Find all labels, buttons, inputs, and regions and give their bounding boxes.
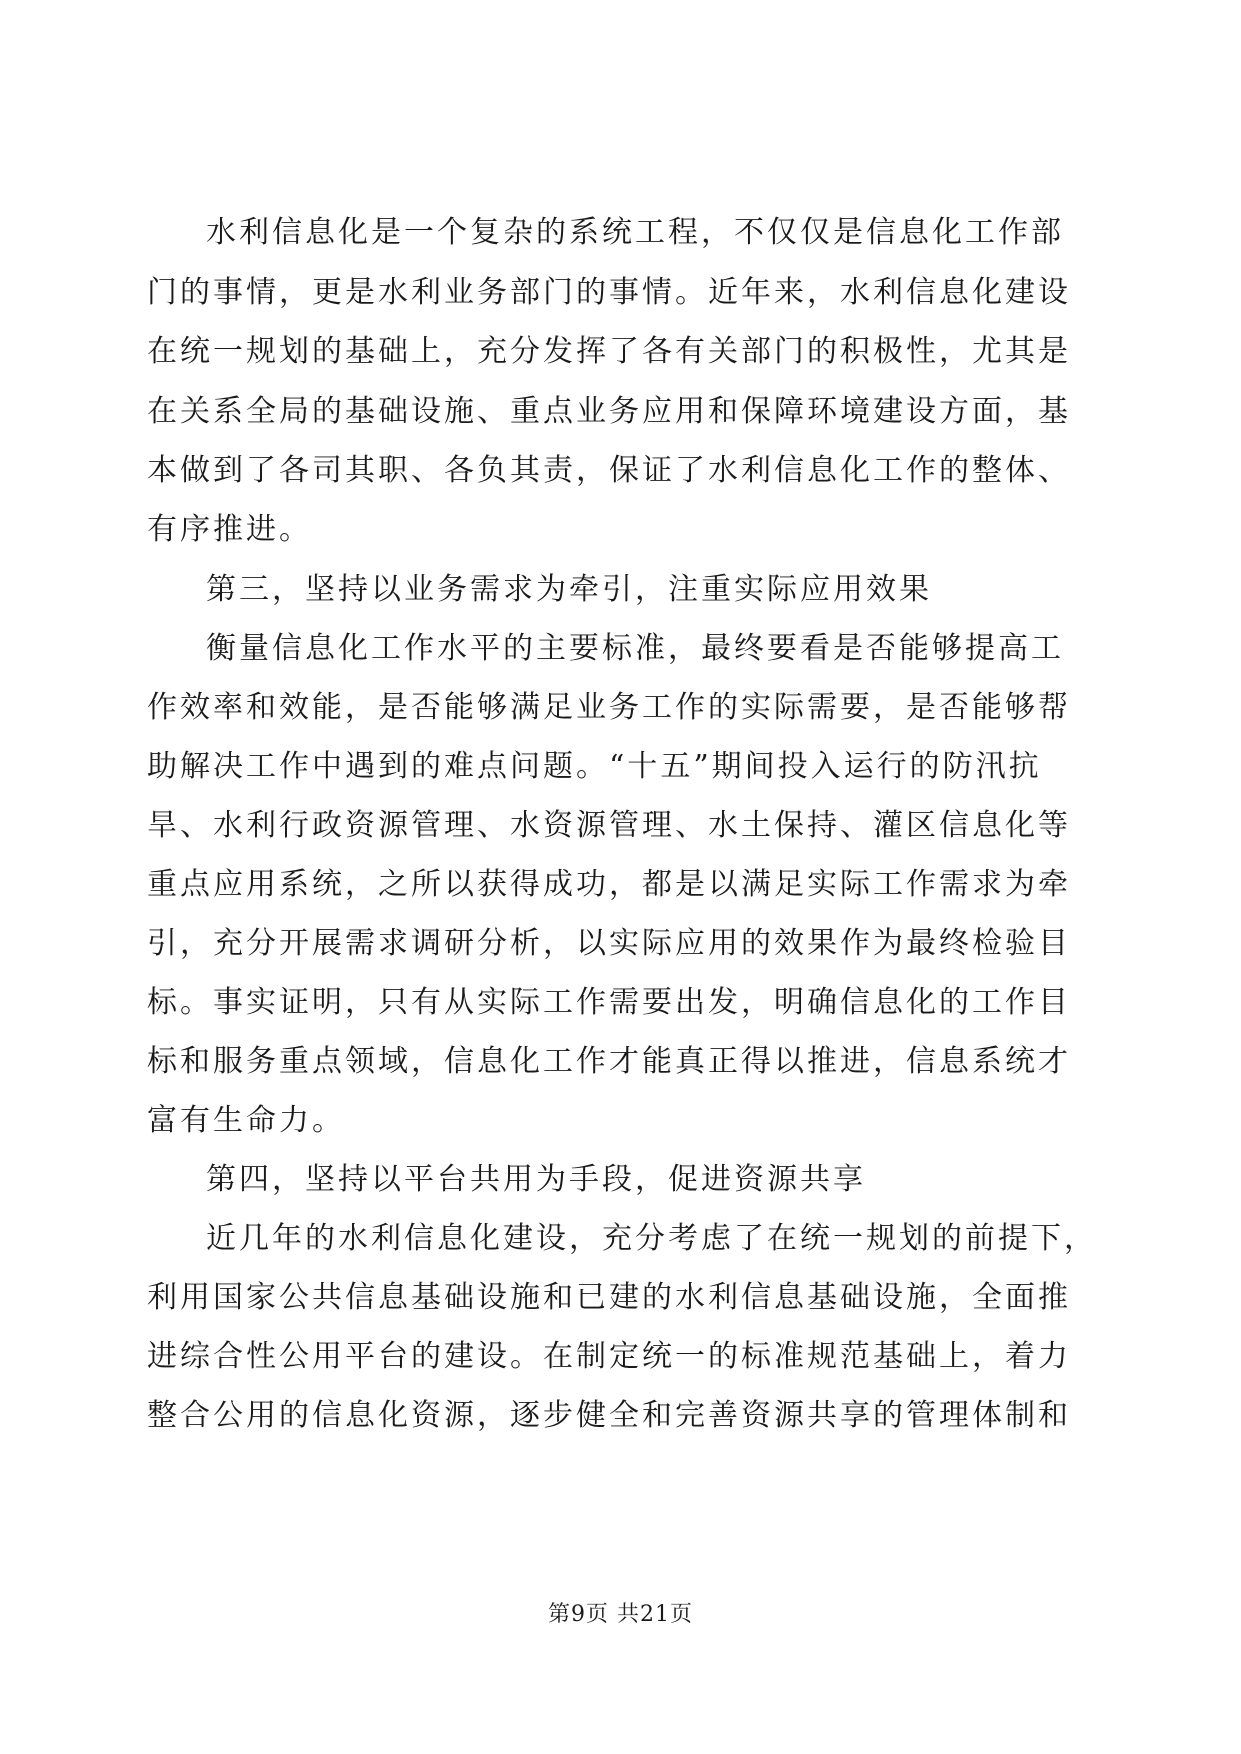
page-number-footer: 第9页 共21页 bbox=[548, 1602, 693, 1627]
section-heading: 第四，坚持以平台共用为手段，促进资源共享 bbox=[206, 1162, 866, 1197]
section-heading: 第三，坚持以业务需求为牵引，注重实际应用效果 bbox=[206, 572, 932, 607]
text-line: 整合公用的信息化资源，逐步健全和完善资源共享的管理体制和 bbox=[147, 1398, 1071, 1433]
text-line: 标和服务重点领域，信息化工作才能真正得以推进，信息系统才 bbox=[147, 1044, 1071, 1079]
text-line: 衡量信息化工作水平的主要标准，最终要看是否能够提高工 bbox=[206, 631, 1064, 666]
text-line: 旱、水利行政资源管理、水资源管理、水土保持、灌区信息化等 bbox=[147, 808, 1071, 843]
text-line: 助解决工作中遇到的难点问题。“十五”期间投入运行的防汛抗 bbox=[147, 749, 1042, 784]
text-line: 利用国家公共信息基础设施和已建的水利信息基础设施，全面推 bbox=[147, 1280, 1071, 1315]
text-line: 本做到了各司其职、各负其责，保证了水利信息化工作的整体、 bbox=[147, 453, 1071, 488]
text-line: 近几年的水利信息化建设，充分考虑了在统一规划的前提下， bbox=[206, 1221, 1097, 1256]
text-line: 引，充分开展需求调研分析，以实际应用的效果作为最终检验目 bbox=[147, 926, 1071, 961]
text-line: 水利信息化是一个复杂的系统工程，不仅仅是信息化工作部 bbox=[206, 215, 1064, 250]
text-line: 进综合性公用平台的建设。在制定统一的标准规范基础上，着力 bbox=[147, 1339, 1071, 1374]
text-line: 在统一规划的基础上，充分发挥了各有关部门的积极性，尤其是 bbox=[147, 334, 1071, 369]
text-line: 在关系全局的基础设施、重点业务应用和保障环境建设方面，基 bbox=[147, 394, 1071, 429]
text-line: 作效率和效能，是否能够满足业务工作的实际需要，是否能够帮 bbox=[147, 690, 1071, 725]
text-line: 门的事情，更是水利业务部门的事情。近年来，水利信息化建设 bbox=[147, 275, 1071, 310]
text-line: 标。事实证明，只有从实际工作需要出发，明确信息化的工作目 bbox=[147, 985, 1071, 1020]
text-line: 有序推进。 bbox=[147, 512, 312, 547]
text-line: 重点应用系统，之所以获得成功，都是以满足实际工作需求为牵 bbox=[147, 867, 1071, 902]
text-line: 富有生命力。 bbox=[147, 1103, 345, 1138]
